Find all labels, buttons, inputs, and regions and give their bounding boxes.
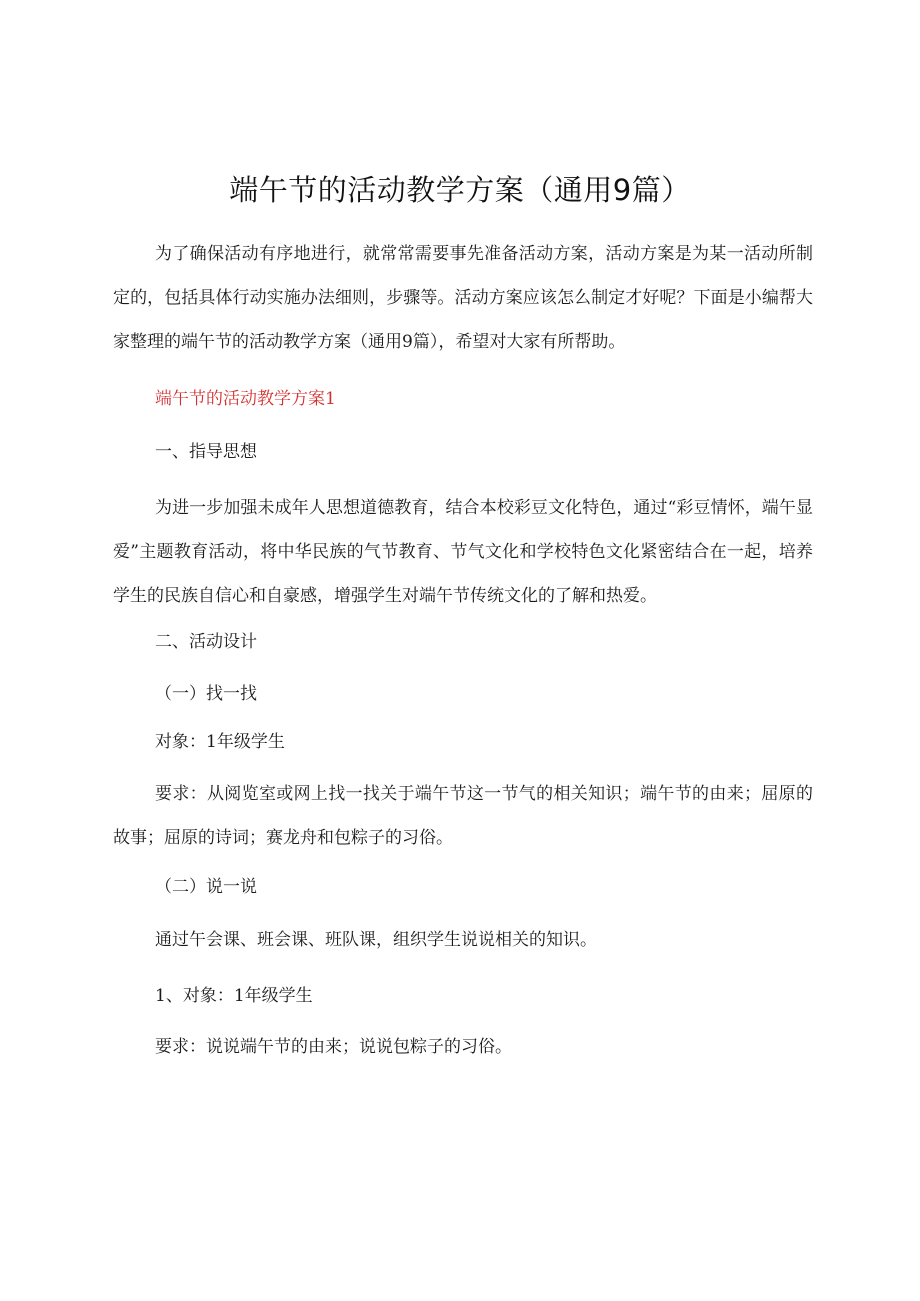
target-line-2: 1、对象：1年级学生 [155, 986, 313, 1006]
requirement-paragraph-1: 要求：从阅览室或网上找一找关于端午节这一节气的相关知识；端午节的由来；屈原的故事；屈原的诗词；赛龙舟和包粽子的习俗。 [113, 784, 813, 848]
heading-guiding-thought: 一、指导思想 [155, 442, 257, 462]
section-title: 端午节的活动教学方案1 [155, 389, 336, 409]
method-line: 通过午会课、班会课、班队课，组织学生说说相关的知识。 [155, 930, 597, 950]
subheading-speak: （二）说一说 [155, 877, 257, 897]
subheading-find: （一）找一找 [155, 684, 257, 704]
intro-paragraph: 为了确保活动有序地进行，就常常需要事先准备活动方案，活动方案是为某一活动所制定的，包括具体行动实施办法细则，步骤等。活动方案应该怎么制定才好呢？下面是小编帮大家整理的端午节的活动教学方案（通用9篇），希望对大家有所帮助。 [113, 244, 813, 352]
requirement-line-2: 要求：说说端午节的由来；说说包粽子的习俗。 [155, 1037, 512, 1057]
document-title: 端午节的活动教学方案（通用9篇） [229, 173, 691, 207]
target-line-1: 对象：1年级学生 [155, 732, 285, 752]
guiding-paragraph: 为进一步加强未成年人思想道德教育，结合本校彩豆文化特色，通过“彩豆情怀，端午显爱”主题教育活动，将中华民族的气节教育、节气文化和学校特色文化紧密结合在一起，培养学生的民族自信心和自豪感，增强学生对端午节传统文化的了解和热爱。 [113, 498, 813, 606]
heading-activity-design: 二、活动设计 [155, 632, 257, 652]
